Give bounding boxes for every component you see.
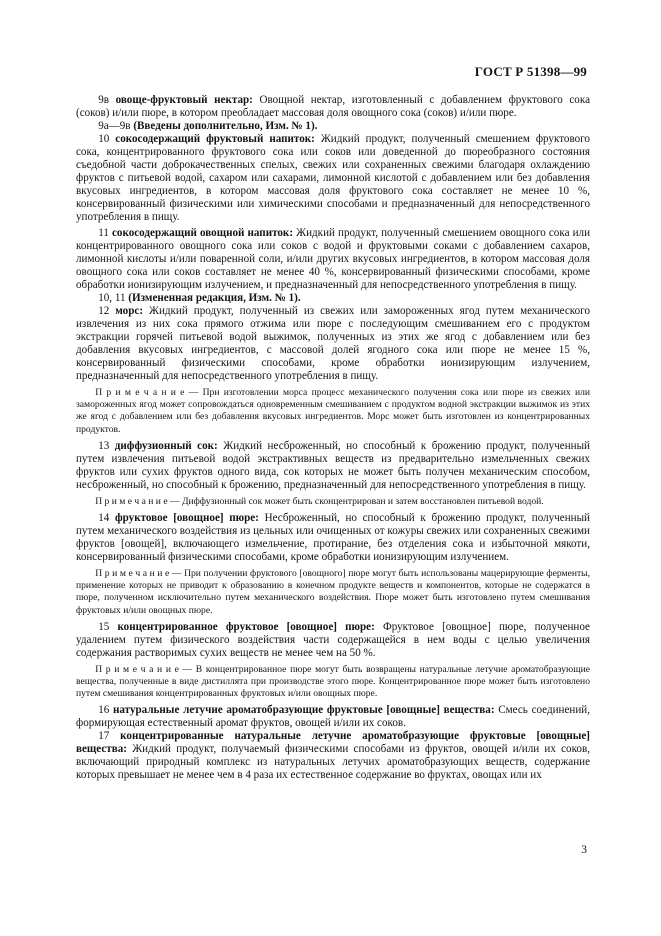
note-14: П р и м е ч а н и е — При получении фруктового [овощного] пюре могут быть использованы мацерирующие ферменты, применение которых не приводит к образованию в конечном продукте веществ и компонентов, которые не содержатся в пюре, полученном исключительно путем механического воздействия. Пюре может быть изготовлено путем смешивания фруктовых и/или овощных пюре. bbox=[76, 568, 591, 616]
item-11: 11 сокосодержащий овощной напиток: Жидкий продукт, полученный смешением овощного сока или концентрированного овощного сока или соков с водой и фруктовыми соками с добавлением сахаров, лимонной кислоты и/или поваренной соли, и/или других вкусовых ингредиентов, в котором массовая доля овощного сока или соков составляет не менее 40 %, консервированный физическими способами, кроме обработки ионизирующим излучением, и предназначенный для непосредственного употребления в пищу. bbox=[76, 227, 591, 291]
note-15: П р и м е ч а н и е — В концентрированное пюре могут быть возвращены натуральные летучие ароматобразующие вещества, полученные в виде дистиллята при производстве этого пюре. Концентрированное пюре может быть изготовлено путем смешивания концентрированных фруктовых и/или овощных пюре. bbox=[76, 663, 590, 700]
standard-header: ГОСТ Р 51398—99 bbox=[474, 64, 587, 79]
item-17: 17 концентрированные натуральные летучие ароматобразующие фруктовые [овощные] вещества: Жидкий продукт, получаемый физическими способами из фруктов, овощей и/или их соков, включающий природный комплекс из натуральных летучих ароматобразующих веществ, содержание которых превышает не менее чем в 4 раза их естественное содержание во фруктах, овощах или их bbox=[76, 730, 591, 782]
page-number: 3 bbox=[581, 844, 587, 856]
note-13: П р и м е ч а н и е — Диффузионный сок может быть сконцентрирован и затем восстановлен питьевой водой. bbox=[95, 495, 544, 507]
item-13: 13 диффузионный сок: Жидкий несброженный, но способный к брожению продукт, полученный путем извлечения питьевой водой экстрактивных веществ из предварительно измельченных свежих фруктов или сухих фруктов одного вида, сок которых не может быть получен механическим способом, несброженный, но способный к брожению, предназначенный для непосредственного употребления в пищу. bbox=[76, 439, 590, 491]
note-12: П р и м е ч а н и е — При изготовлении морса процесс механического получения сока или пюре из свежих или замороженных ягод может сопровождаться одновременным смешиванием с продуктом водной экстракции выжимок из этих же ягод с добавлением или без добавления вкусовых ингредиентов. Морс может быть изготовлен из концентрированных продуктов. bbox=[76, 387, 590, 435]
document-body bbox=[76, 94, 590, 782]
item-9a-9v-amendment: 9а—9в (Введены дополнительно, Изм. № 1). bbox=[98, 120, 318, 132]
term: овоще-фруктовый нектар: bbox=[115, 94, 253, 106]
item-10-11-amendment: 10, 11 (Измененная редакция, Изм. № 1). bbox=[98, 292, 301, 304]
item-12: 12 морс: Жидкий продукт, полученный из свежих или замороженных ягод путем механического извлечения из них сока прямого отжима или пюре с последующим смешиванием его с продуктом экстракции горячей питьевой водой выжимок, полученных из этих же ягод с добавлением или без добавления вкусовых ингредиентов, с массовой долей ягодного сока или пюре не менее 15 %, консервированный физическими способами, кроме обработки ионизирующим излучением, предназначенный для непосредственного употребления в пищу. bbox=[76, 305, 590, 382]
item-10: 10 сокосодержащий фруктовый напиток: Жидкий продукт, полученный смешением фруктового сока, концентрированного фруктового сока или соков или доведенной до пюреобразного состояния съедобной части доброкачественных спелых, свежих или сохраненных свежими благодаря охлаждению фруктов с питьевой водой, сахаром или сахарами, лимонной кислотой с добавлением или без добавления вкусовых ингредиентов, в котором массовая доля фруктового сока составляет не менее 10 %, консервированный физическими или химическими способами и предназначенный для непосредственного употребления в пищу. bbox=[76, 133, 590, 223]
item-16: 16 натуральные летучие ароматобразующие фруктовые [овощные] вещества: Смесь соединений, формирующая естественный аромат фруктов, овощей и/или их соков. bbox=[76, 704, 590, 730]
item-15: 15 концентрированное фруктовое [овощное] пюре: Фруктовое [овощное] пюре, полученное удалением путем физического воздействия части содержащейся в нем воды с целью увеличения содержания растворимых сухих веществ не менее чем на 50 %. bbox=[76, 620, 590, 659]
item-14: 14 фруктовое [овощное] пюре: Несброженный, но способный к брожению продукт, полученный путем механического воздействия из цельных или очищенных от кожуры свежих или сохраненных свежими фруктов [овощей], включающего измельчение, протирание, без отделения сока и избыточной мякоти, консервированный физическими способами, кроме обработки ионизирующим излучением. bbox=[76, 512, 590, 564]
item-9v: 9в овоще-фруктовый нектар: Овощной нектар, изготовленный с добавлением фруктового сока (соков) и/или пюре, в котором преобладает массовая доля овощного сока (соков) и/или пюре. bbox=[76, 94, 590, 119]
